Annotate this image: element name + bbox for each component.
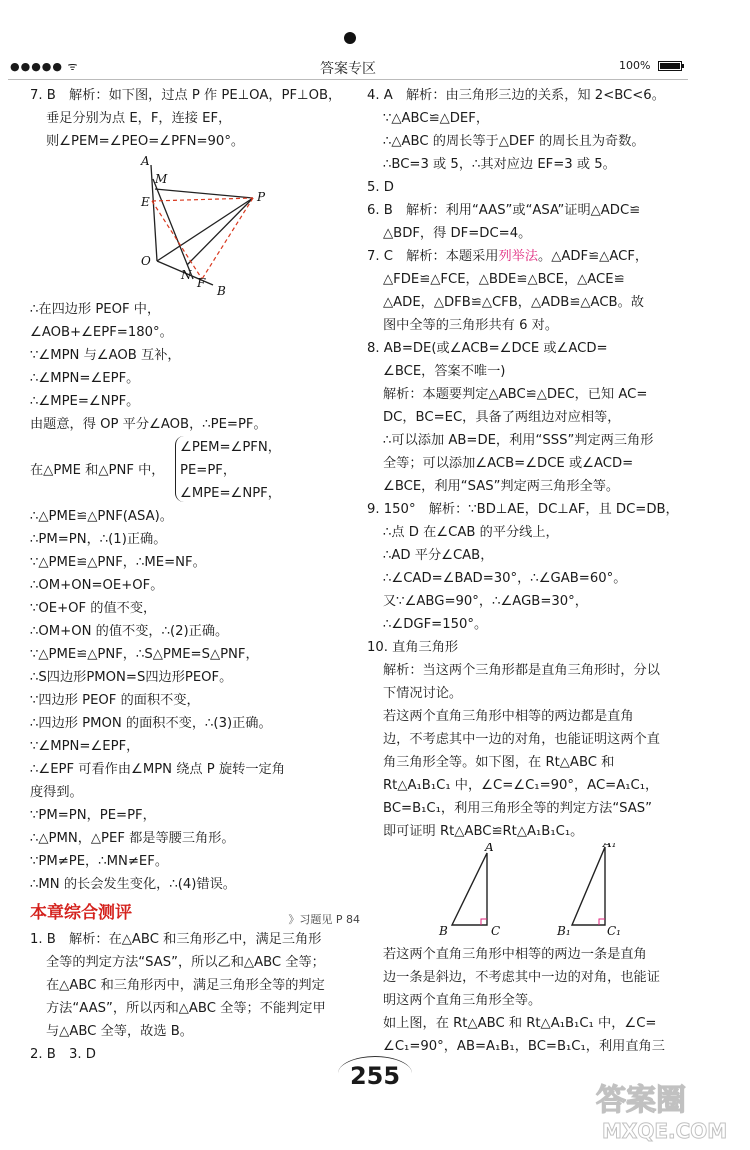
text-line: 解析：本题要判定△ABC≌△DEC，已知 AC=: [383, 387, 648, 402]
text-line: 在△PME 和△PNF 中，: [30, 463, 165, 478]
brace-item: ∠MPE=∠NPF，: [180, 486, 281, 501]
text-line: ∴四边形 PMON 的面积不变，∴(3)正确。: [30, 716, 272, 731]
text-line: 在△ABC 和三角形丙中，满足三角形全等的判定: [46, 978, 325, 993]
text-line: ∵PM=PN，PE=PF，: [30, 808, 156, 823]
status-bar: [8, 57, 688, 80]
text-line: △BDF，得 DF=DC=4。: [383, 226, 532, 241]
text-line: ∴△PMN，△PEF 都是等腰三角形。: [30, 831, 235, 846]
brace-system: [30, 436, 360, 505]
text-line: 图中全等的三角形共有 6 对。: [383, 318, 559, 333]
text-line: [367, 245, 685, 268]
text-line: 若这两个直角三角形中相等的两边一条是直角: [383, 947, 647, 962]
text-line: ∴∠MPN=∠EPF。: [30, 371, 140, 386]
text-line: 5. D: [367, 180, 394, 195]
text-line: 全等的判定方法“SAS”，所以乙和△ABC 全等；: [46, 955, 325, 970]
text-line: ∴S四边形PMON=S四边形PEOF。: [30, 670, 233, 685]
figure-2-svg: [427, 843, 697, 943]
left-column: [30, 84, 360, 1066]
signal-indicator: ●●●●● ᯤ: [10, 60, 79, 73]
text-line: ∠C₁=90°，AB=A₁B₁，BC=B₁C₁，利用直角三: [383, 1039, 665, 1054]
label-E: E: [141, 195, 150, 209]
text-line: ∴∠DGF=150°。: [383, 617, 488, 632]
text-line: 下情况讨论。: [383, 686, 463, 701]
text-line: 边一条是斜边，不考虑其中一边的对角，也能证: [383, 970, 660, 985]
text-line: 9. 150° 解析：∵BD⊥AE，DC⊥AF，且 DC=DB，: [367, 502, 679, 517]
text-line: ∴OM+ON 的值不变，∴(2)正确。: [30, 624, 229, 639]
label-N: N: [181, 268, 192, 282]
text-line: ∴∠EPF 可看作由∠MPN 绕点 P 旋转一定角: [30, 762, 285, 777]
text-line: 6. B 解析：利用“AAS”或“ASA”证明△ADC≌: [367, 203, 641, 218]
text-line: ∴AD 平分∠CAB，: [383, 548, 494, 563]
text-line: ∠AOB+∠EPF=180°。: [30, 325, 173, 340]
text-line: ∴∠MPE=∠NPF。: [30, 394, 140, 409]
text-line: ∵△PME≌△PNF，∴S△PME=S△PNF，: [30, 647, 259, 662]
text-line: △ADE，△DFB≌△CFB，△ADB≌△ACB。故: [383, 295, 644, 310]
text-line: ∵△PME≌△PNF，∴ME=NF。: [30, 555, 206, 570]
text-line: 全等；可以添加∠ACB=∠DCE 或∠ACD=: [383, 456, 634, 471]
label-P: P: [257, 190, 266, 204]
section-header: [30, 902, 360, 928]
text-line: 由题意，得 OP 平分∠AOB，∴PE=PF。: [30, 417, 267, 432]
label-M: M: [155, 172, 168, 186]
text-line: 又∵∠ABG=90°，∴∠AGB=30°，: [383, 594, 588, 609]
label-C1: C₁: [607, 924, 621, 938]
text-line: ∵∠MPN 与∠AOB 互补，: [30, 348, 181, 363]
text-line: 则∠PEM=∠PEO=∠PFN=90°。: [46, 134, 245, 149]
geometry-figure-2: [427, 843, 697, 943]
text-line: BC=B₁C₁，利用三角形全等的判定方法“SAS”: [383, 801, 653, 816]
text-line: 角三角形全等。如下图，在 Rt△ABC 和: [383, 755, 615, 770]
text-line: 与△ABC 全等，故选 B。: [46, 1024, 193, 1039]
text-line: ∵四边形 PEOF 的面积不变，: [30, 693, 200, 708]
brace-item: ∠PEM=∠PFN，: [180, 440, 281, 455]
text-line: 解析：当这两个三角形都是直角三角形时，分以: [383, 663, 660, 678]
text-line: ∴MN 的长会发生变化，∴(4)错误。: [30, 877, 236, 892]
section-title: 本章综合测评: [30, 903, 132, 923]
label-A: A: [485, 843, 494, 854]
text-line: 垂足分别为点 E，F，连接 EF，: [46, 111, 232, 126]
page-title: 答案专区: [320, 61, 376, 77]
label-O: O: [141, 254, 151, 268]
text-line: 度得到。: [30, 785, 83, 800]
label-F: F: [197, 276, 206, 290]
text-line: 边，不考虑其中一边的对角，也能证明这两个直: [383, 732, 660, 747]
text-line: ∴△PME≌△PNF(ASA)。: [30, 509, 173, 524]
battery-indicator: [619, 59, 682, 72]
brace-icon: [175, 436, 184, 502]
svg-text:MXQE.COM: MXQE.COM: [602, 1119, 728, 1143]
label-B1: B₁: [557, 924, 571, 938]
text-line: Rt△A₁B₁C₁ 中，∠C=∠C₁=90°，AC=A₁C₁，: [383, 778, 659, 793]
label-B: B: [217, 284, 226, 298]
geometry-figure-1: [135, 153, 345, 298]
label-C: C: [491, 924, 501, 938]
text-line: ∴在四边形 PEOF 中，: [30, 302, 161, 317]
right-column: [367, 84, 685, 1058]
text-line: ∠BCE，答案不唯一): [383, 364, 506, 379]
camera-dot: [344, 32, 356, 44]
svg-text:答案圈: 答案圈: [596, 1083, 686, 1118]
text-line: ∴点 D 在∠CAB 的平分线上，: [383, 525, 559, 540]
text-line: △FDE≌△FCE，△BDE≌△BCE，△ACE≌: [383, 272, 625, 287]
text-line: ∴∠CAD=∠BAD=30°，∴∠GAB=60°。: [383, 571, 627, 586]
text-line: 如上图，在 Rt△ABC 和 Rt△A₁B₁C₁ 中，∠C=: [383, 1016, 657, 1031]
label-B: B: [439, 924, 448, 938]
text-line: ∠BCE，利用“SAS”判定两三角形全等。: [383, 479, 620, 494]
text-line: ∵△ABC≌△DEF，: [383, 111, 490, 126]
text-line: ∴△ABC 的周长等于△DEF 的周长且为奇数。: [383, 134, 645, 149]
text-line: 即可证明 Rt△ABC≌Rt△A₁B₁C₁。: [383, 824, 584, 839]
brace-item: PE=PF，: [180, 463, 237, 478]
text-part: 。△ADF≌△ACF，: [538, 249, 649, 264]
text-line: ∴PM=PN，∴(1)正确。: [30, 532, 167, 547]
highlight-term: 列举法: [498, 249, 539, 264]
text-line: 4. A 解析：由三角形三边的关系，知 2<BC<6。: [367, 88, 665, 103]
text-line: ∴BC=3 或 5，∴其对应边 EF=3 或 5。: [383, 157, 616, 172]
text-line: ∵PM≠PE，∴MN≠EF。: [30, 854, 169, 869]
text-line: 方法“AAS”，所以丙和△ABC 全等；不能判定甲: [46, 1001, 326, 1016]
label-A1: A₁: [603, 843, 617, 850]
text-line: 若这两个直角三角形中相等的两边都是直角: [383, 709, 634, 724]
text-line: 10. 直角三角形: [367, 640, 459, 655]
text-line: ∵∠MPN=∠EPF，: [30, 739, 140, 754]
exercise-reference: 》习题见 P 84: [288, 913, 360, 926]
figure-1-svg: [135, 153, 345, 298]
text-line: ∴可以添加 AB=DE，利用“SSS”判定两三角形: [383, 433, 654, 448]
label-A: A: [141, 154, 150, 168]
text-line: ∴OM+ON=OE+OF。: [30, 578, 164, 593]
text-line: DC，BC=EC，具备了两组边对应相等，: [383, 410, 621, 425]
battery-icon: [658, 61, 682, 71]
page-number: 255: [349, 1062, 401, 1090]
text-part: 7. C 解析：本题采用: [367, 249, 499, 264]
battery-text: 100%: [619, 59, 651, 72]
watermark-logo: [592, 1074, 742, 1144]
text-line: ∵OE+OF 的值不变，: [30, 601, 157, 616]
text-line: 明这两个直角三角形全等。: [383, 993, 542, 1008]
text-line: 2. B 3. D: [30, 1047, 96, 1062]
text-line: 7. B 解析：如下图，过点 P 作 PE⊥OA，PF⊥OB，: [30, 88, 342, 103]
text-line: 1. B 解析：在△ABC 和三角形乙中，满足三角形: [30, 932, 322, 947]
text-line: 8. AB=DE(或∠ACB=∠DCE 或∠ACD=: [367, 341, 608, 356]
